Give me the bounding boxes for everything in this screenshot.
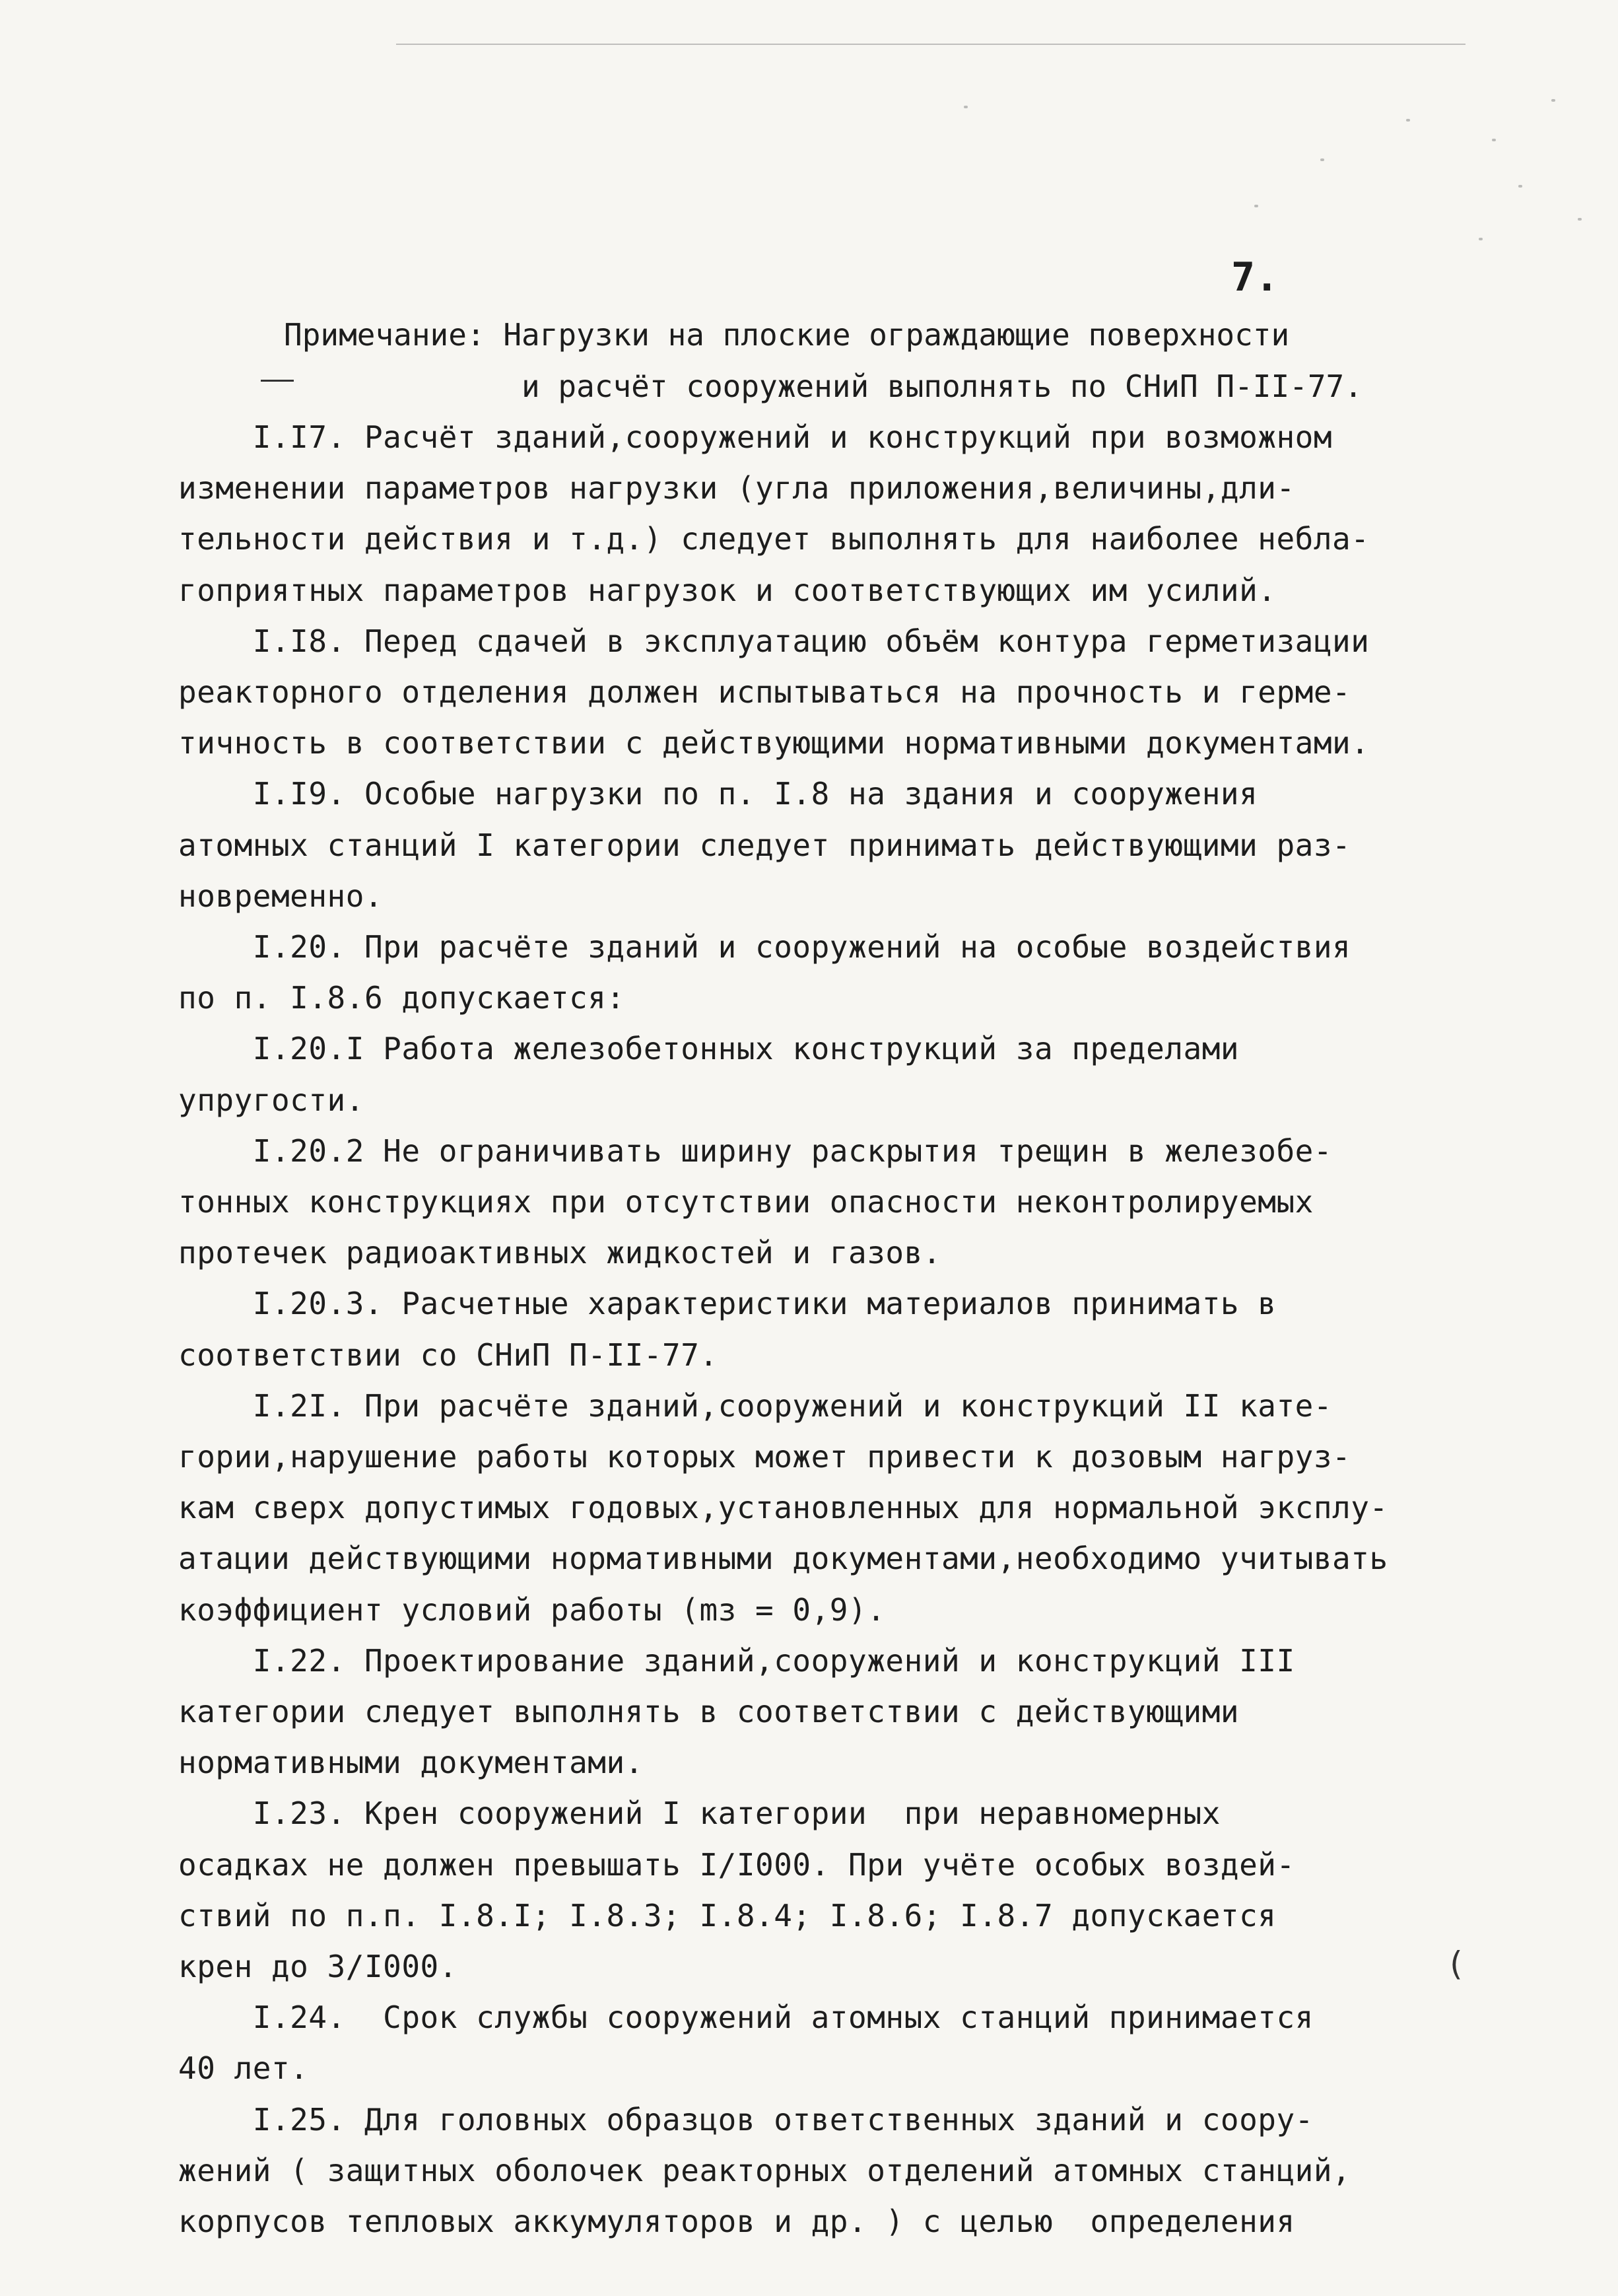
text-line: 40 лет. bbox=[178, 2050, 309, 2086]
text-line: I.20.3. Расчетные характеристики материалов принимать в bbox=[178, 1286, 1277, 1321]
scan-speckle bbox=[1479, 238, 1483, 240]
text-line: I.24. Срок службы сооружений атомных станций принимается bbox=[178, 2000, 1314, 2035]
text-line: атомных станций I категории следует принимать действующими раз- bbox=[178, 827, 1351, 863]
text-line: I.20. При расчёте зданий и сооружений на особые воздействия bbox=[178, 929, 1351, 965]
text-line: крен до 3/I000. bbox=[178, 1949, 457, 1984]
text-line: I.2I. При расчёте зданий,сооружений и конструкций II кате- bbox=[178, 1388, 1333, 1424]
page-number: 7. bbox=[1231, 254, 1279, 300]
scan-top-rule bbox=[396, 44, 1466, 45]
text-line: I.I9. Особые нагрузки по п. I.8 на здания и сооружения bbox=[178, 776, 1258, 812]
note-line-1: Примечание: Нагрузки на плоские ограждающие поверхности bbox=[284, 317, 1290, 353]
text-line: I.20.2 Не ограничивать ширину раскрытия трещин в железобе- bbox=[178, 1133, 1333, 1169]
text-line: I.25. Для головных образцов ответственных зданий и соору- bbox=[178, 2102, 1314, 2138]
scan-speckle bbox=[1492, 139, 1496, 141]
text-line: I.I7. Расчёт зданий,сооружений и конструкций при возможном bbox=[178, 419, 1333, 455]
note-line-2: и расчёт сооружений выполнять по СНиП П-II-77. bbox=[522, 368, 1363, 404]
scan-speckle bbox=[1320, 158, 1324, 161]
text-line: I.23. Крен сооружений I категории при неравномерных bbox=[178, 1795, 1221, 1831]
text-line: жений ( защитных оболочек реакторных отделений атомных станций, bbox=[178, 2153, 1351, 2188]
text-line: категории следует выполнять в соответствии с действующими bbox=[178, 1694, 1240, 1729]
text-line: изменении параметров нагрузки (угла приложения,величины,дли- bbox=[178, 470, 1295, 506]
scan-speckle bbox=[964, 106, 968, 108]
text-line: I.22. Проектирование зданий,сооружений и конструкций III bbox=[178, 1643, 1295, 1679]
scan-speckle bbox=[1406, 119, 1410, 122]
text-line: тельности действия и т.д.) следует выполнять для наиболее небла- bbox=[178, 521, 1370, 557]
text-line: новременно. bbox=[178, 878, 384, 914]
text-line: соответствии со СНиП П-II-77. bbox=[178, 1337, 718, 1373]
text-line: коэффициент условий работы (mз = 0,9). bbox=[178, 1592, 886, 1628]
margin-dash bbox=[261, 380, 294, 382]
text-line: нормативными документами. bbox=[178, 1745, 644, 1780]
text-line: по п. I.8.6 допускается: bbox=[178, 980, 625, 1016]
text-line: I.20.I Работа железобетонных конструкций за пределами bbox=[178, 1031, 1240, 1066]
text-line: корпусов тепловых аккумуляторов и др. ) с целью определения bbox=[178, 2204, 1295, 2239]
text-line: тичность в соответствии с действующими нормативными документами. bbox=[178, 725, 1370, 761]
text-line: протечек радиоактивных жидкостей и газов. bbox=[178, 1235, 941, 1270]
scan-speckle bbox=[1254, 205, 1258, 207]
scan-speckle bbox=[1551, 99, 1555, 102]
text-line: кам сверх допустимых годовых,установленных для нормальной эксплу- bbox=[178, 1490, 1388, 1525]
text-line: ствий по п.п. I.8.I; I.8.3; I.8.4; I.8.6; I.8.7 допускается bbox=[178, 1898, 1277, 1933]
text-line: I.I8. Перед сдачей в эксплуатацию объём контура герметизации bbox=[178, 623, 1370, 659]
text-line: гории,нарушение работы которых может привести к дозовым нагруз- bbox=[178, 1439, 1351, 1475]
scan-speckle bbox=[1518, 185, 1522, 188]
text-line: гоприятных параметров нагрузок и соответствующих им усилий. bbox=[178, 573, 1277, 608]
text-line: осадках не должен превышать I/I000. При учёте особых воздей- bbox=[178, 1847, 1295, 1883]
margin-mark: ( bbox=[1446, 1945, 1466, 1983]
text-line: упругости. bbox=[178, 1082, 364, 1118]
text-line: тонных конструкциях при отсутствии опасности неконтролируемых bbox=[178, 1184, 1314, 1220]
text-line: атации действующими нормативными документами,необходимо учитывать bbox=[178, 1541, 1388, 1576]
scan-speckle bbox=[1578, 218, 1582, 221]
text-line: реакторного отделения должен испытываться на прочность и герме- bbox=[178, 674, 1351, 710]
